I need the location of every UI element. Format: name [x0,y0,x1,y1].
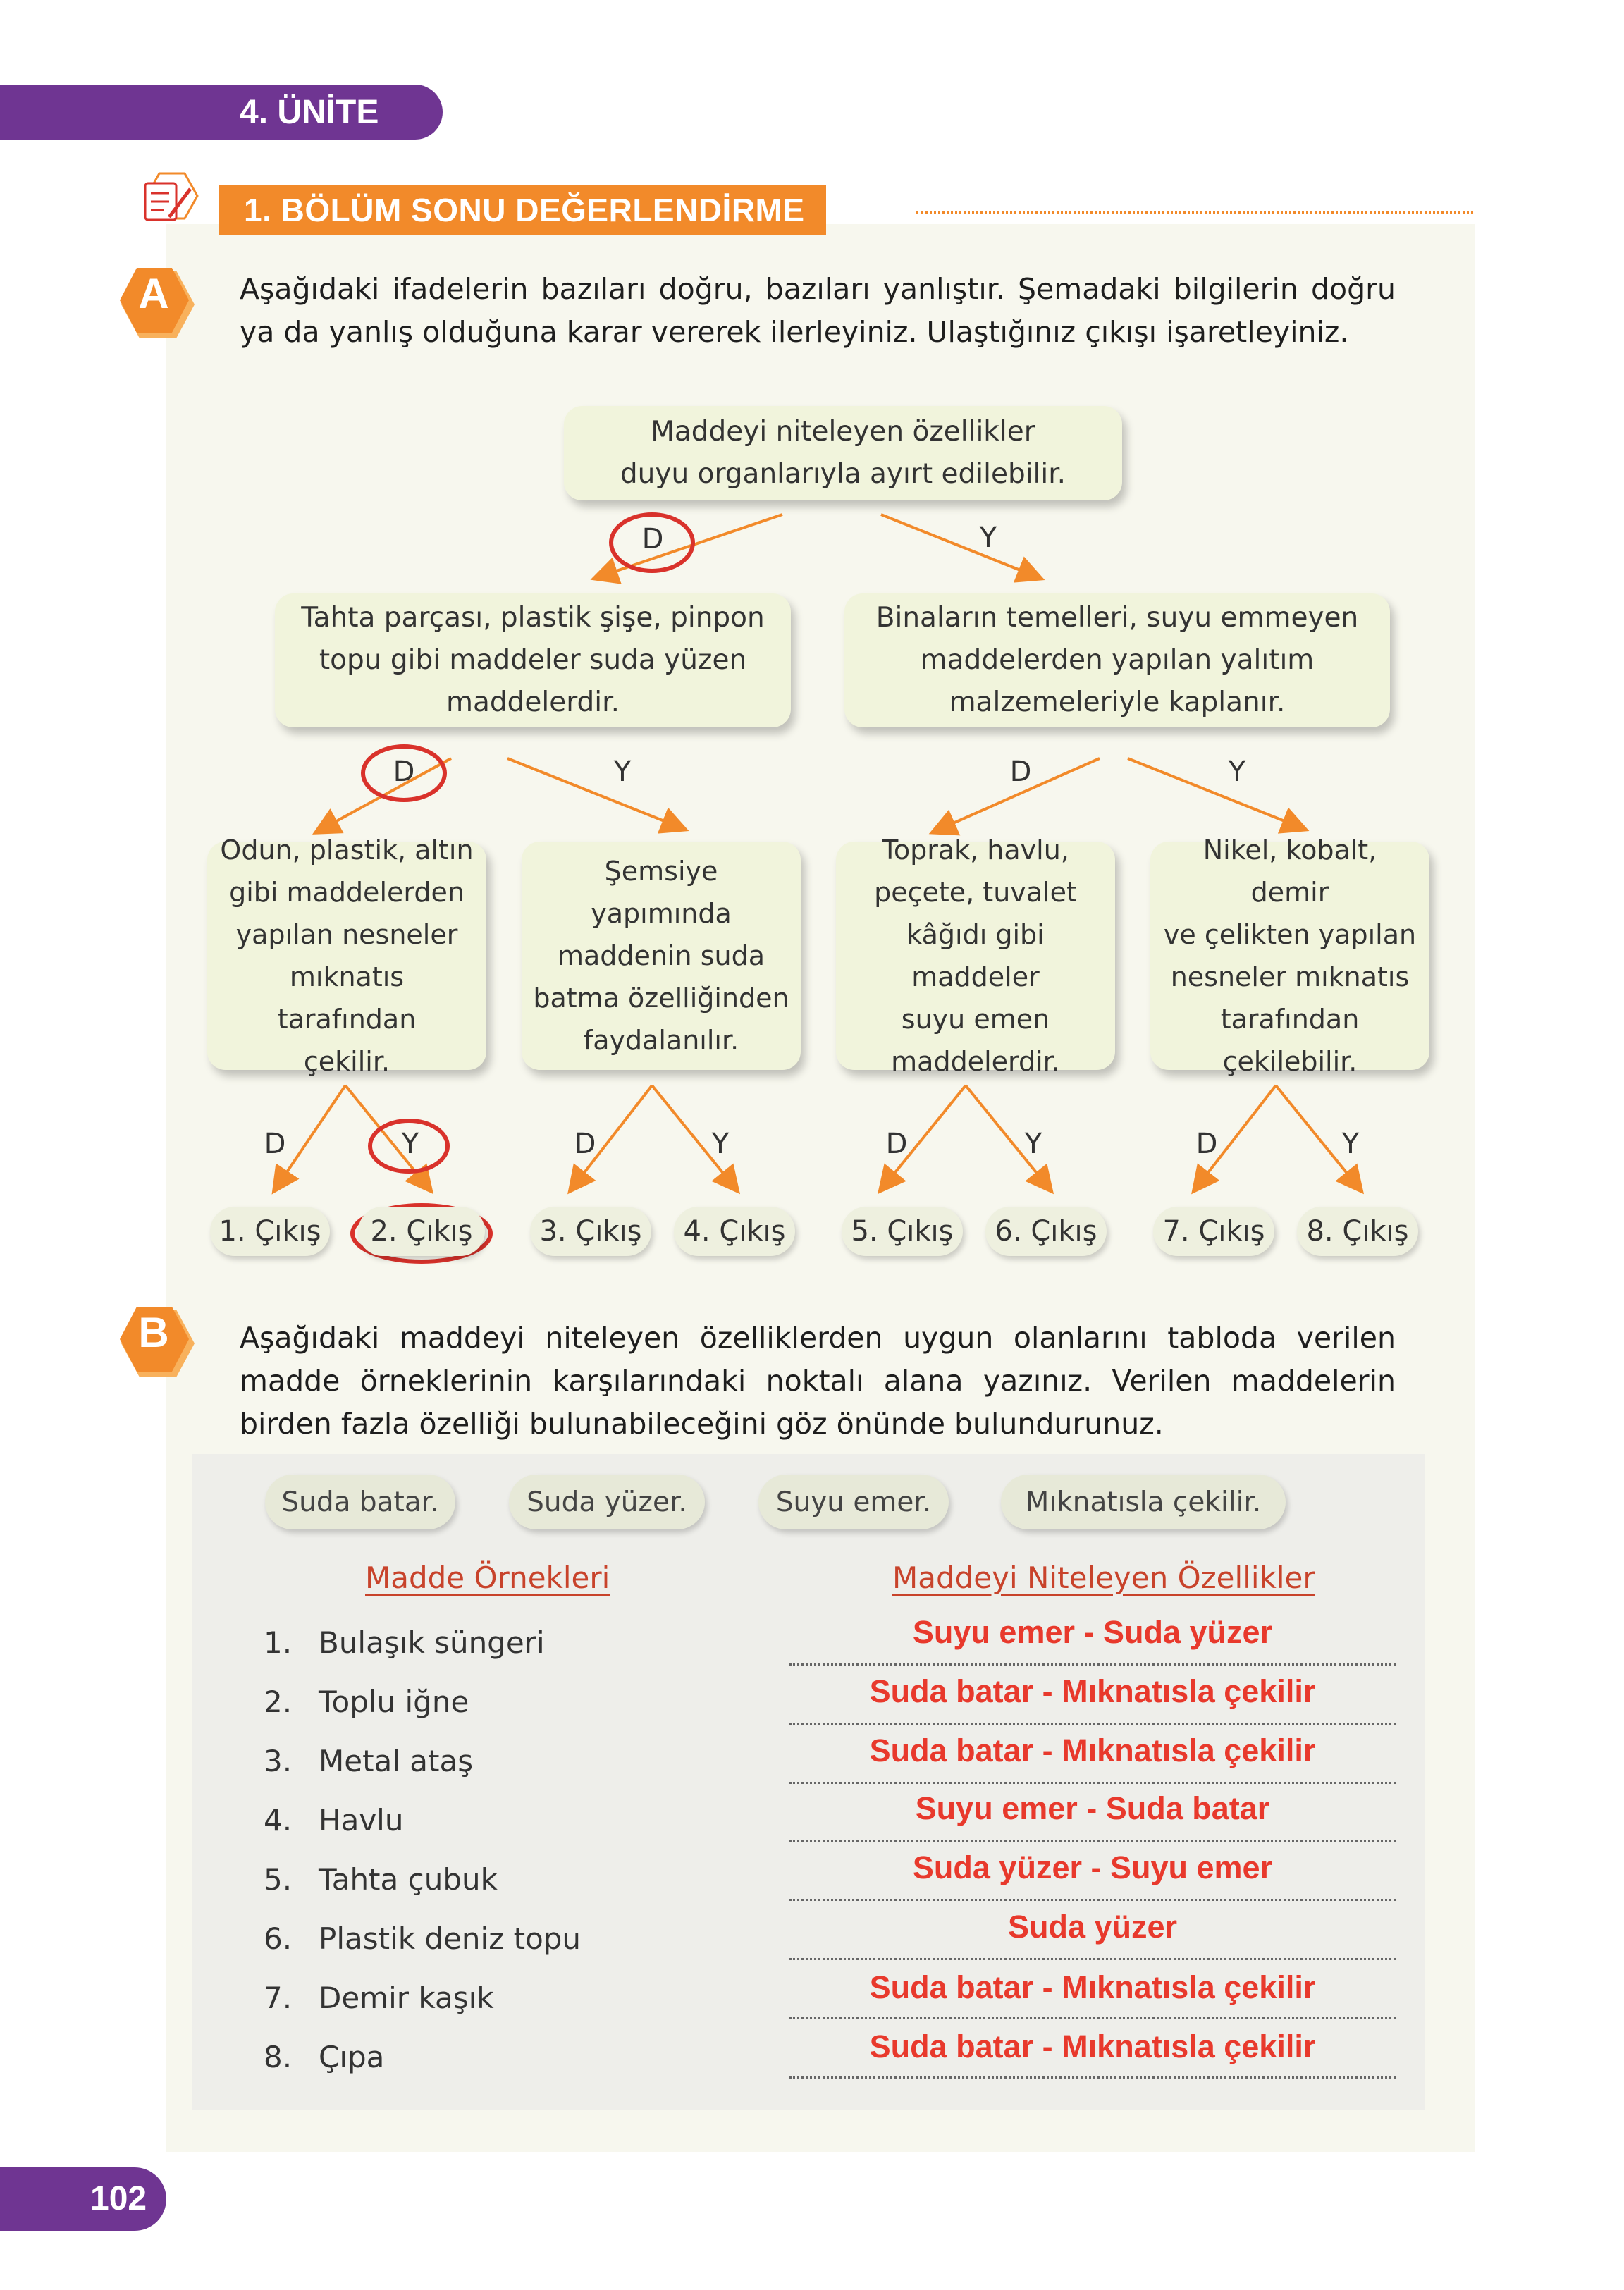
exit-1[interactable]: 1. Çıkış [210,1207,330,1256]
exit-3[interactable]: 3. Çıkış [530,1207,651,1256]
badge-a: A [118,265,197,344]
label-y: Y [1024,1128,1042,1160]
label-d: D [264,1128,286,1160]
label-y: Y [613,756,632,788]
property-chip-floats: Suda yüzer. [509,1475,705,1529]
table-row: 7. Demir kaşık [264,1981,494,2015]
flow-statement-3a: Odun, plastik, altın gibi maddelerden yapılan nesneler mıknatıs tarafından çekilir. [207,842,486,1070]
property-chip-magnetic: Mıknatısla çekilir. [1001,1475,1286,1529]
column-header-properties: Maddeyi Niteleyen Özellikler [892,1560,1315,1595]
answer-text[interactable]: Suda yüzer - Suyu emer [912,1849,1273,1885]
label-d: D [1195,1128,1218,1160]
page-number: 102 [90,2180,147,2217]
answer-text[interactable]: Suyu emer - Suda batar [915,1790,1270,1826]
label-d: D [885,1128,908,1160]
table-row: 3. Metal ataş [264,1744,474,1778]
label-d: D [641,523,664,555]
answer-line [789,1840,1396,1842]
answer-text[interactable]: Suda batar - Mıknatısla çekilir [869,1732,1316,1768]
exit-2[interactable]: 2. Çıkış [358,1207,485,1256]
answer-line [789,1958,1396,1960]
table-row: 1. Bulaşık süngeri [264,1625,545,1660]
label-y: Y [1228,756,1246,788]
flow-statement-3c: Toprak, havlu, peçete, tuvalet kâğıdı gibi maddeler suyu emen maddelerdir. [836,842,1115,1070]
flow-root-statement: Maddeyi niteleyen özellikler duyu organlarıyla ayırt edilebilir. [564,406,1122,500]
flow-statement-3b: Şemsiye yapımında maddenin suda batma özelliğinden faydalanılır. [522,842,801,1070]
answer-line [789,1723,1396,1725]
table-row: 2. Toplu iğne [264,1685,469,1719]
answer-line [789,2017,1396,2019]
exit-7[interactable]: 7. Çıkış [1153,1207,1274,1256]
exit-5[interactable]: 5. Çıkış [842,1207,963,1256]
property-chip-absorbs: Suyu emer. [758,1475,949,1529]
table-row: 4. Havlu [264,1803,404,1837]
answer-text[interactable]: Suda batar - Mıknatısla çekilir [869,2029,1316,2064]
label-y: Y [979,522,997,554]
answer-text[interactable]: Suyu emer - Suda yüzer [912,1614,1273,1650]
label-y: Y [1341,1128,1360,1160]
exit-6[interactable]: 6. Çıkış [985,1207,1107,1256]
unit-title: 4. ÜNİTE [240,94,379,131]
answer-text[interactable]: Suda batar - Mıknatısla çekilir [869,1969,1316,2005]
label-d: D [393,756,415,788]
table-row: 5. Tahta çubuk [264,1862,498,1897]
answer-line [789,2076,1396,2079]
page-number-tab [0,2167,166,2231]
column-header-examples: Madde Örnekleri [365,1560,610,1595]
part-b-instruction: Aşağıdaki maddeyi niteleyen özelliklerden uygun olanlarını tabloda verilen madde örneklerinin karşılarındaki noktalı alana yazınız. Verilen maddelerin birden fazla özelliği bulunabileceğini göz önünde bulundurunuz. [240,1321,1396,1441]
section-title: 1. BÖLÜM SONU DEĞERLENDİRME [244,192,805,228]
answer-line [789,1899,1396,1901]
badge-b: B [118,1304,197,1383]
label-y: Y [401,1128,419,1160]
answer-line [789,1782,1396,1784]
answer-line [789,1663,1396,1666]
label-d: D [1009,756,1032,788]
exit-4[interactable]: 4. Çıkış [674,1207,795,1256]
label-y: Y [711,1128,730,1160]
exit-8[interactable]: 8. Çıkış [1297,1207,1418,1256]
label-d: D [574,1128,596,1160]
flow-statement-2a: Tahta parçası, plastik şişe, pinpon topu gibi maddeler suda yüzen maddelerdir. [275,593,791,727]
property-chip-sinks: Suda batar. [265,1475,455,1529]
table-row: 8. Çıpa [264,2040,385,2074]
flow-statement-3d: Nikel, kobalt, demir ve çelikten yapılan nesneler mıknatıs tarafından çekilebilir. [1150,842,1429,1070]
answer-text[interactable]: Suda yüzer [1007,1909,1178,1945]
part-a-instruction: Aşağıdaki ifadelerin bazıları doğru, bazıları yanlıştır. Şemadaki bilgilerin doğru ya da yanlış olduğuna karar vererek ilerleyiniz. Ulaştığınız çıkışı işaretleyiniz. [240,272,1396,349]
flow-statement-2b: Binaların temelleri, suyu emmeyen maddelerden yapılan yalıtım malzemeleriyle kaplanır. [844,593,1390,727]
answer-text[interactable]: Suda batar - Mıknatısla çekilir [869,1673,1316,1709]
table-row: 6. Plastik deniz topu [264,1921,582,1956]
